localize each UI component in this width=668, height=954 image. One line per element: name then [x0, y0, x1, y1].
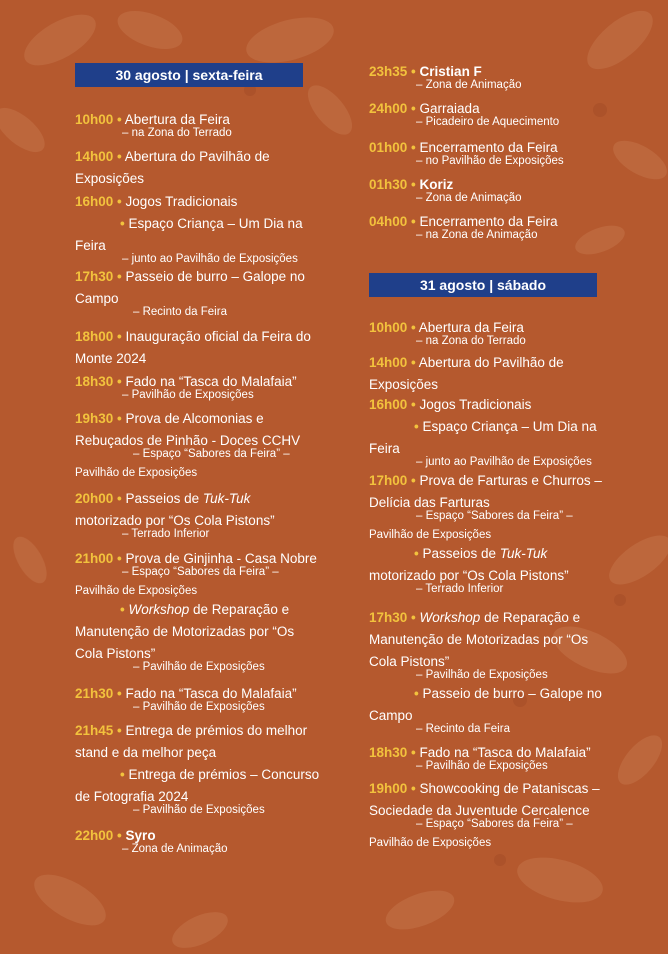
- event-title-italic: Tuk-Tuk: [202, 491, 251, 506]
- event-left-1: 10h00 • Abertura da Feira – na Zona do Terrado: [75, 109, 357, 141]
- event-title: Abertura do Pavilhão de: [124, 149, 270, 164]
- event-place: – Terrado Inferior: [122, 528, 210, 540]
- event-place: – Pavilhão de Exposições: [133, 701, 265, 713]
- event-title-cont: Campo: [75, 291, 119, 306]
- event-sub-title: de Reparação e: [189, 602, 290, 617]
- event-sub-title: Passeio de burro – Galope no: [422, 686, 602, 701]
- event-title-cont: stand e da melhor peça: [75, 745, 217, 760]
- event-title: Entrega de prémios do melhor: [125, 723, 308, 738]
- event-time: 01h00: [369, 140, 408, 155]
- event-left-3: 16h00 • Jogos Tradicionais • Espaço Criança – Um Dia na Feira – junto ao Pavilhão de Exposições: [75, 191, 357, 267]
- event-title: Inauguração oficial da Feira do: [125, 329, 311, 344]
- event-sub-title-cont: motorizado por “Os Cola Pistons”: [369, 568, 569, 583]
- event-sub-title-cont: de Fotografia 2024: [75, 789, 189, 804]
- event-title: Koriz: [419, 177, 454, 192]
- event-left-11: 21h45 • Entrega de prémios do melhor stand e da melhor peça • Entrega de prémios – Concurso de Fotografia 2024 – Pavilhão de Exposições: [75, 720, 357, 818]
- event-left-12: 22h00 • Syro – Zona de Animação: [75, 825, 357, 857]
- event-title: Fado na “Tasca do Malafaia”: [125, 686, 297, 701]
- day-header-31-agosto: 31 agosto | sábado: [369, 273, 597, 297]
- event-title: Passeios de: [125, 491, 203, 506]
- event-time: 22h00: [75, 828, 114, 843]
- event-place: – Picadeiro de Aquecimento: [416, 116, 560, 128]
- event-title: Fado na “Tasca do Malafaia”: [419, 745, 591, 760]
- event-left-4: 17h30 • Passeio de burro – Galope no Campo – Recinto da Feira: [75, 266, 357, 320]
- event-place: – Zona de Animação: [416, 192, 522, 204]
- event-sub-title-italic: Tuk-Tuk: [499, 546, 548, 561]
- event-left-7: 19h30 • Prova de Alcomonias e Rebuçados de Pinhão - Doces CCHV – Espaço “Sabores da Feira” – Pavilhão de Exposições: [75, 408, 357, 481]
- event-place: – na Zona de Animação: [416, 229, 538, 241]
- event-place: – Recinto da Feira: [133, 306, 227, 318]
- event-right-6: 18h30 • Fado na “Tasca do Malafaia” – Pavilhão de Exposições: [369, 742, 624, 774]
- event-title-cont: Sociedade da Juventude Cercalence: [369, 803, 590, 818]
- event-sub-place: – Recinto da Feira: [416, 723, 510, 735]
- event-time: 18h30: [75, 374, 114, 389]
- event-time: 19h30: [75, 411, 114, 426]
- event-title: Prova de Farturas e Churros –: [419, 473, 602, 488]
- event-time: 18h00: [75, 329, 114, 344]
- event-left-6: 18h30 • Fado na “Tasca do Malafaia” – Pavilhão de Exposições: [75, 371, 357, 403]
- event-place: – Espaço “Sabores da Feira” –: [122, 566, 279, 578]
- event-right-top-1: 23h35 • Cristian F – Zona de Animação: [369, 61, 624, 93]
- event-time: 10h00: [369, 320, 408, 335]
- event-title: Showcooking de Pataniscas –: [419, 781, 600, 796]
- event-title: Abertura da Feira: [124, 112, 230, 127]
- event-right-top-2: 24h00 • Garraiada – Picadeiro de Aquecimento: [369, 98, 624, 130]
- event-place-cont: Pavilhão de Exposições: [75, 467, 198, 479]
- event-place: – junto ao Pavilhão de Exposições: [416, 456, 592, 468]
- event-place: – na Zona do Terrado: [416, 335, 526, 347]
- event-place: – Zona de Animação: [416, 79, 522, 91]
- event-place-cont: Pavilhão de Exposições: [369, 529, 492, 541]
- event-sub-place: – Terrado Inferior: [416, 583, 504, 595]
- event-sub-title-cont: Feira: [75, 238, 106, 253]
- event-time: 23h35: [369, 64, 408, 79]
- event-place-cont: Pavilhão de Exposições: [75, 585, 198, 597]
- event-left-10: 21h30 • Fado na “Tasca do Malafaia” – Pavilhão de Exposições: [75, 683, 357, 715]
- event-title: Jogos Tradicionais: [125, 194, 238, 209]
- event-right-4: 17h00 • Prova de Farturas e Churros – Delícia das Farturas – Espaço “Sabores da Feira” – Pavilhão de Exposições • Passeios de Tuk-Tuk motorizado por “Os Cola Pistons” – Terrado Inferior: [369, 470, 624, 597]
- event-time: 21h45: [75, 723, 114, 738]
- event-sub-title: Passeios de: [422, 546, 500, 561]
- event-left-5: 18h00 • Inauguração oficial da Feira do Monte 2024: [75, 329, 311, 366]
- event-title: Garraiada: [419, 101, 480, 116]
- event-place: – Pavilhão de Exposições: [122, 389, 254, 401]
- event-time: 21h00: [75, 551, 114, 566]
- event-title-cont2: Cola Pistons”: [369, 654, 450, 669]
- event-time: 21h30: [75, 686, 114, 701]
- event-title-cont: Manutenção de Motorizadas por “Os: [369, 632, 589, 647]
- event-place: – junto ao Pavilhão de Exposições: [122, 253, 298, 265]
- event-time: 14h00: [75, 149, 114, 164]
- event-sub-title-italic: Workshop: [128, 602, 190, 617]
- event-time: 17h00: [369, 473, 408, 488]
- event-sub-title: Espaço Criança – Um Dia na: [128, 216, 303, 231]
- event-title: Syro: [125, 828, 156, 843]
- event-right-5: 17h30 • Workshop de Reparação e Manutenção de Motorizadas por “Os Cola Pistons” – Pavilhão de Exposições • Passeio de burro – Galope no Campo – Recinto da Feira: [369, 607, 624, 737]
- event-place: – no Pavilhão de Exposições: [416, 155, 564, 167]
- event-title-cont: Monte 2024: [75, 351, 147, 366]
- event-time: 10h00: [75, 112, 114, 127]
- event-sub-title-cont2: Cola Pistons”: [75, 646, 156, 661]
- event-title-cont: Exposições: [369, 377, 439, 392]
- event-right-top-3: 01h00 • Encerramento da Feira – no Pavilhão de Exposições: [369, 137, 624, 169]
- event-sub-title: Entrega de prémios – Concurso: [128, 767, 320, 782]
- event-title: Encerramento da Feira: [419, 214, 558, 229]
- event-left-2: 14h00 • Abertura do Pavilhão de Exposições: [75, 149, 270, 186]
- event-time: 04h00: [369, 214, 408, 229]
- event-time: 16h00: [369, 397, 408, 412]
- event-title-cont: Delícia das Farturas: [369, 495, 490, 510]
- event-title: de Reparação e: [480, 610, 581, 625]
- event-title: Encerramento da Feira: [419, 140, 558, 155]
- event-place: – Pavilhão de Exposições: [416, 760, 548, 772]
- event-place-cont: Pavilhão de Exposições: [369, 837, 492, 849]
- event-time: 17h30: [75, 269, 114, 284]
- event-time: 20h00: [75, 491, 114, 506]
- event-time: 18h30: [369, 745, 408, 760]
- event-place: – na Zona do Terrado: [122, 127, 232, 139]
- event-sub-place: – Pavilhão de Exposições: [133, 661, 265, 673]
- event-right-2: 14h00 • Abertura do Pavilhão de Exposições: [369, 355, 564, 392]
- event-title: Prova de Alcomonias e: [125, 411, 264, 426]
- event-right-1: 10h00 • Abertura da Feira – na Zona do Terrado: [369, 317, 624, 349]
- event-right-7: 19h00 • Showcooking de Pataniscas – Sociedade da Juventude Cercalence – Espaço “Sabores da Feira” – Pavilhão de Exposições: [369, 778, 624, 851]
- event-right-top-5: 04h00 • Encerramento da Feira – na Zona de Animação: [369, 211, 624, 243]
- event-title: Jogos Tradicionais: [419, 397, 532, 412]
- event-place: – Espaço “Sabores da Feira” –: [416, 818, 573, 830]
- event-time: 01h30: [369, 177, 408, 192]
- event-place: – Pavilhão de Exposições: [133, 804, 265, 816]
- event-time: 19h00: [369, 781, 408, 796]
- event-title: Cristian F: [419, 64, 482, 79]
- event-title-cont: motorizado por “Os Cola Pistons”: [75, 513, 275, 528]
- event-left-8: 20h00 • Passeios de Tuk-Tuk motorizado por “Os Cola Pistons” – Terrado Inferior: [75, 488, 357, 542]
- event-title-italic: Workshop: [419, 610, 481, 625]
- event-right-3: 16h00 • Jogos Tradicionais • Espaço Criança – Um Dia na Feira – junto ao Pavilhão de Exposições: [369, 394, 624, 470]
- event-title-cont: Exposições: [75, 171, 145, 186]
- event-left-9: 21h00 • Prova de Ginjinha - Casa Nobre – Espaço “Sabores da Feira” – Pavilhão de Exposições • Workshop de Reparação e Manutenção de Motorizadas por “Os Cola Pistons” – Pavilhão de Exposições: [75, 548, 357, 675]
- event-time: 17h30: [369, 610, 408, 625]
- event-sub-title-cont: Campo: [369, 708, 413, 723]
- event-title: Abertura do Pavilhão de: [418, 355, 564, 370]
- event-sub-title-cont: Manutenção de Motorizadas por “Os: [75, 624, 295, 639]
- event-sub-title: Espaço Criança – Um Dia na: [422, 419, 597, 434]
- event-sub-title-cont: Feira: [369, 441, 400, 456]
- day-header-30-agosto: 30 agosto | sexta-feira: [75, 63, 303, 87]
- event-title-cont: Rebuçados de Pinhão - Doces CCHV: [75, 433, 301, 448]
- event-right-top-4: 01h30 • Koriz – Zona de Animação: [369, 174, 624, 206]
- event-place: – Zona de Animação: [122, 843, 228, 855]
- event-title: Passeio de burro – Galope no: [125, 269, 305, 284]
- event-title: Prova de Ginjinha - Casa Nobre: [125, 551, 317, 566]
- event-place: – Espaço “Sabores da Feira” –: [416, 510, 573, 522]
- event-time: 24h00: [369, 101, 408, 116]
- event-time: 16h00: [75, 194, 114, 209]
- event-time: 14h00: [369, 355, 408, 370]
- event-title: Fado na “Tasca do Malafaia”: [125, 374, 297, 389]
- event-title: Abertura da Feira: [418, 320, 524, 335]
- event-place: – Espaço “Sabores da Feira” –: [133, 448, 290, 460]
- event-place: – Pavilhão de Exposições: [416, 669, 548, 681]
